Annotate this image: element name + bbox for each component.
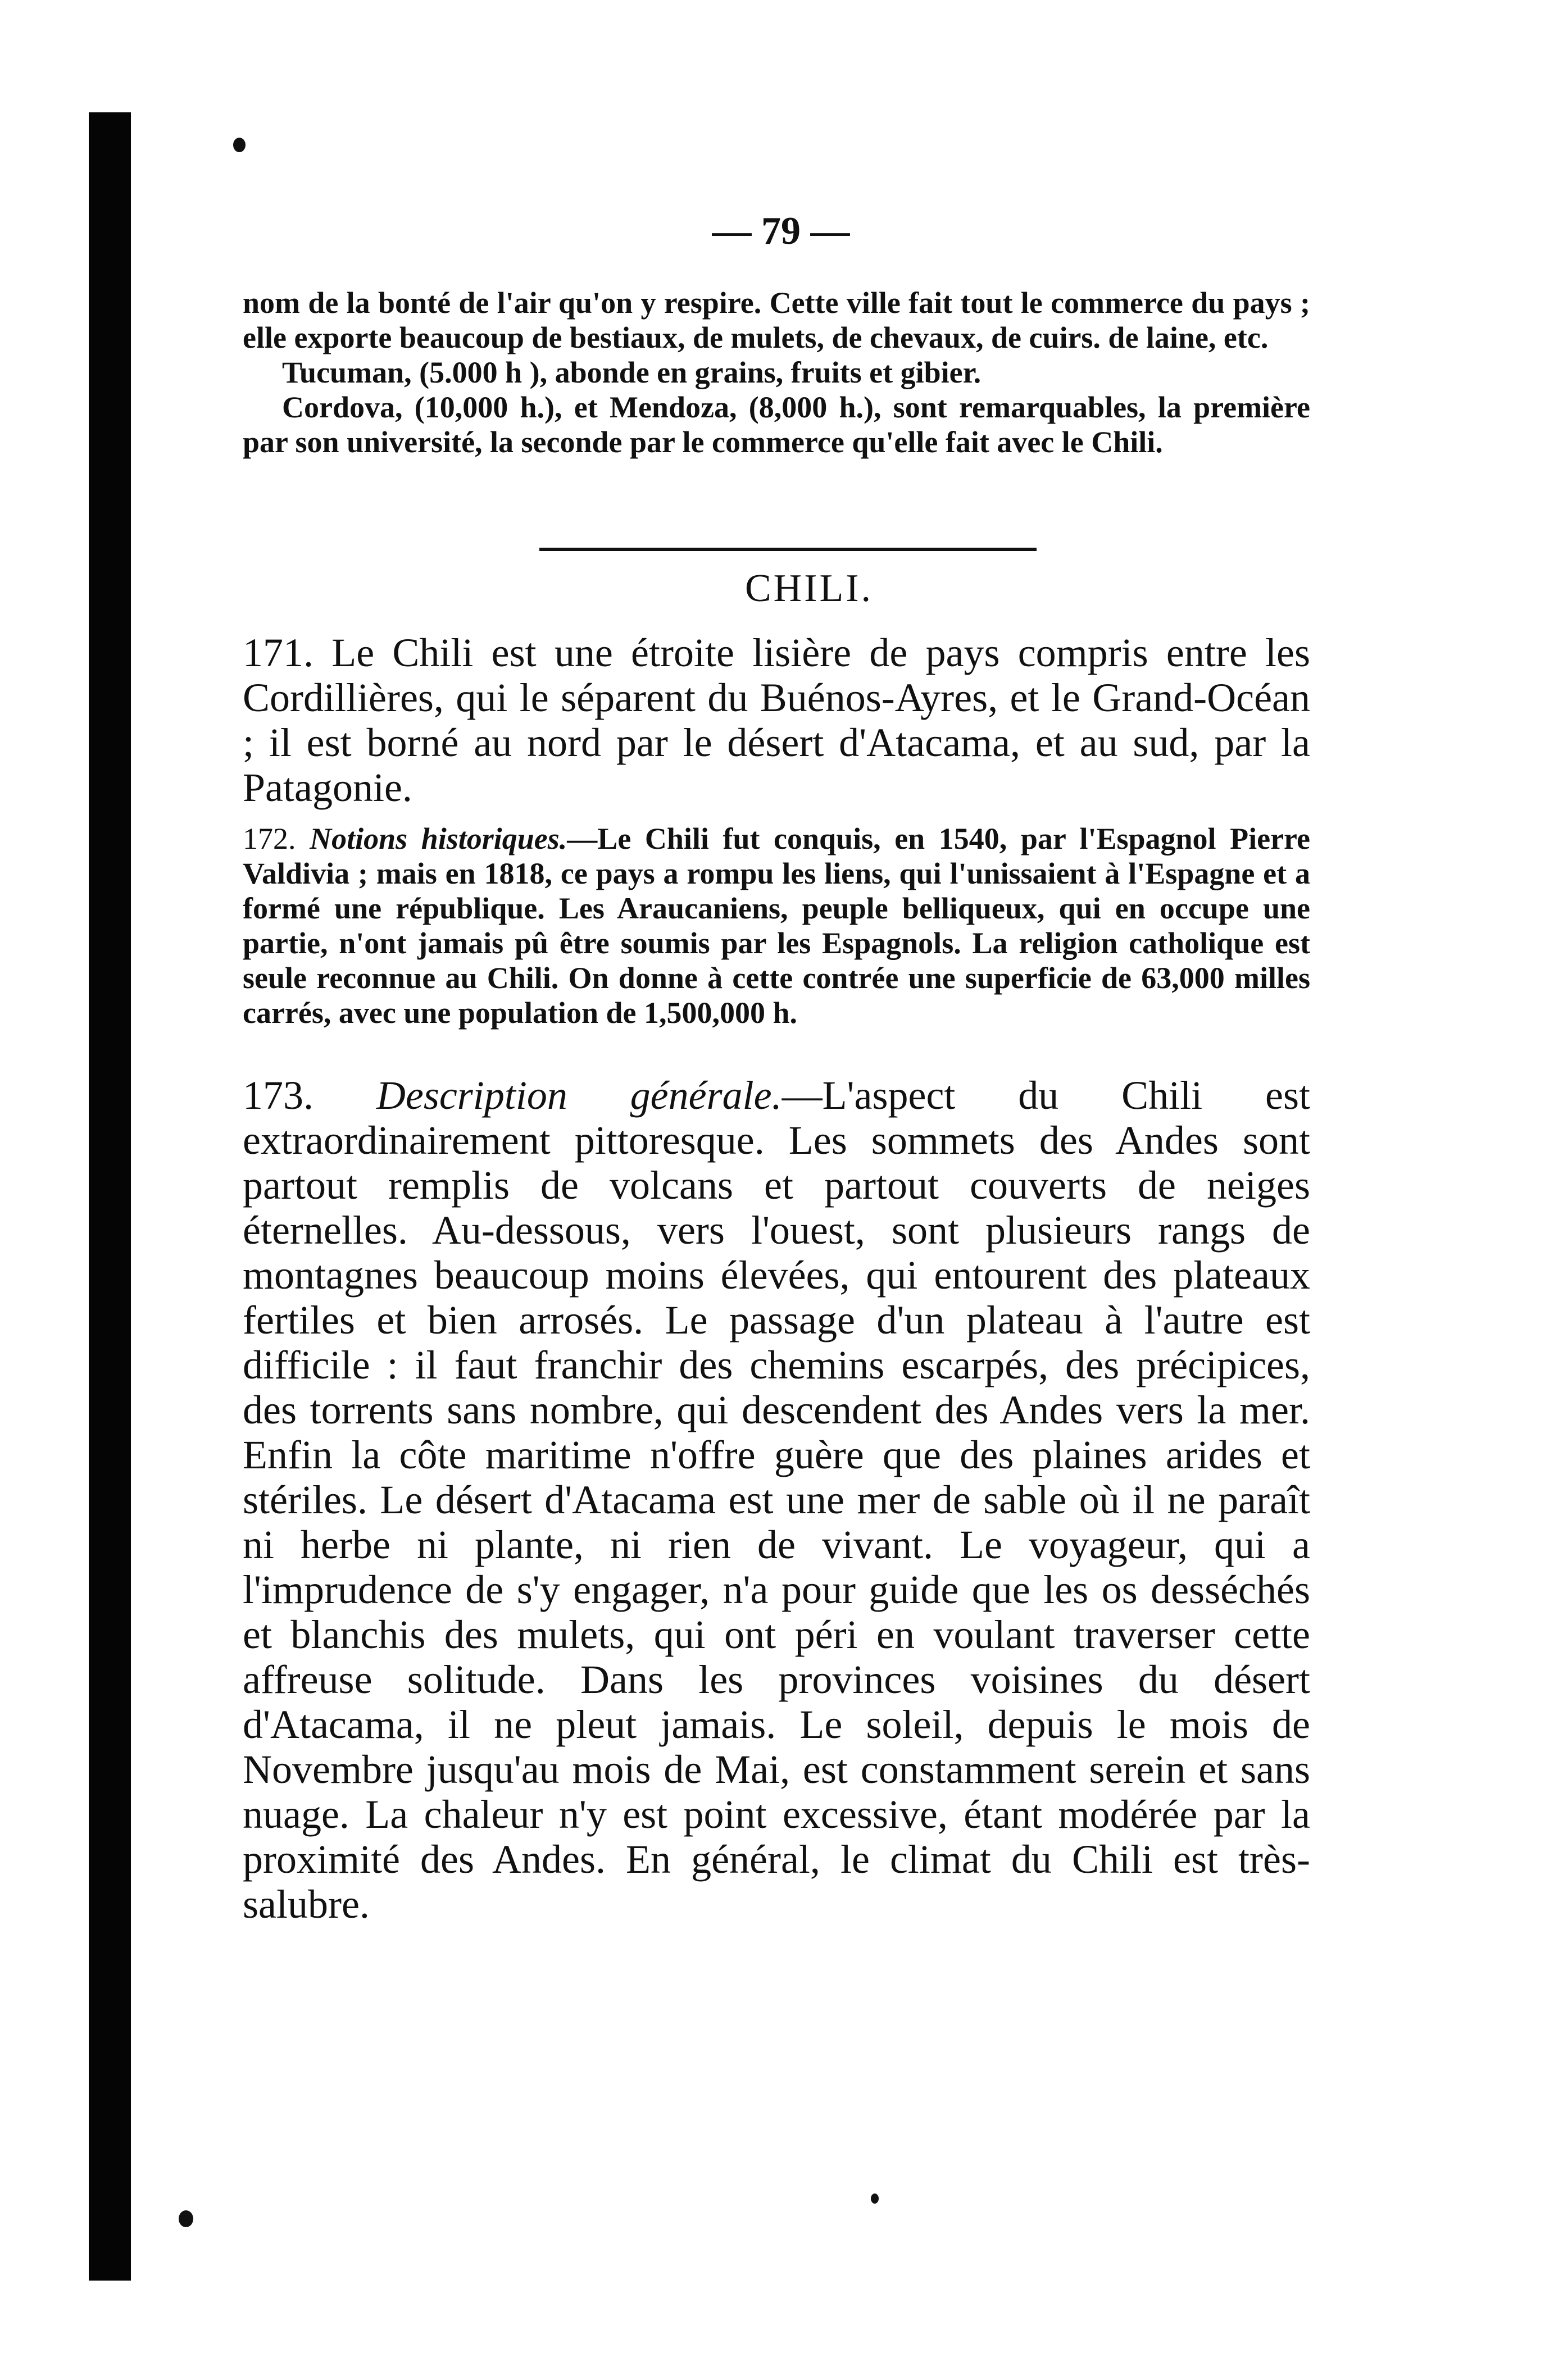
previous-section-text bbox=[243, 285, 1310, 459]
page-binding-edge bbox=[89, 112, 131, 2281]
paragraph-171 bbox=[243, 630, 1310, 810]
text-line: nom de la bonté de l'air qu'on y respire. Cette ville fait tout le commerce du pays ; elle exporte beaucoup de bestiaux, de mulets, de chevaux, de cuirs. de laine, etc. bbox=[243, 286, 1310, 354]
ink-speck bbox=[871, 2194, 879, 2204]
text-line: Cordova, (10,000 h.), et Mendoza, (8,000 h.), sont remarquables, la première par son université, la seconde par le commerce qu'elle fait avec le Chili. bbox=[243, 390, 1310, 459]
paragraph-172 bbox=[243, 821, 1310, 1030]
paragraph-heading: Description générale. bbox=[376, 1073, 782, 1118]
paragraph-text: —L'aspect du Chili est extraordinairement pittoresque. Les sommets des Andes sont partout remplis de volcans et partout couverts de neiges éternelles. Au-dessous, vers l'ouest, sont plusieurs rangs de montagnes beaucoup moins élevées, qui entourent des plateaux fertiles et bien arrosés. Le passage d'un plateau à l'autre est difficile : il faut franchir des chemins escarpés, des précipices, des torrents sans nombre, qui descendent des Andes vers la mer. Enfin la côte maritime n'offre guère que des plaines arides et stériles. Le désert d'Atacama est une mer de sable où il ne paraît ni herbe ni plante, ni rien de vivant. Le voyageur, qui a l'imprudence de s'y engager, n'a pour guide que les os desséchés et blanchis des mulets, qui ont péri en voulant traverser cette affreuse solitude. Dans les provinces voisines du désert d'Atacama, il ne pleut jamais. Le soleil, depuis le mois de Novembre jusqu'au mois de Mai, est constamment serein et sans nuage. La chaleur n'y est point excessive, étant modérée par la proximité des Andes. En général, le climat du Chili est très-salubre. bbox=[243, 1073, 1311, 1927]
paragraph-text: Le Chili est une étroite lisière de pays compris entre les Cordillières, qui le séparent du Buénos-Ayres, et le Grand-Océan ; il est borné au nord par le désert d'Atacama, et au sud, par la Patagonie. bbox=[243, 630, 1310, 810]
section-title: CHILI. bbox=[744, 567, 874, 610]
paragraph-number: 171. bbox=[243, 630, 313, 675]
ink-speck bbox=[233, 138, 246, 152]
page-number: — 79 — bbox=[712, 210, 850, 253]
paragraph-text: —Le Chili fut conquis, en 1540, par l'Espagnol Pierre Valdivia ; mais en 1818, ce pays a rompu les liens, qui l'unissaient à l'Espagne et a formé une république. Les Araucaniens, peuple belliqueux, qui en occupe une partie, n'ont jamais pû être soumis par les Espagnols. La religion catholique est seule reconnue au Chili. On donne à cette contrée une superficie de 63,000 milles carrés, avec une population de 1,500,000 h. bbox=[243, 822, 1311, 1030]
section-divider bbox=[539, 548, 1037, 551]
paragraph-number: 172. bbox=[243, 822, 296, 855]
text-line: Tucuman, (5.000 h ), abonde en grains, fruits et gibier. bbox=[282, 356, 982, 389]
paragraph-number: 173. bbox=[243, 1073, 313, 1118]
paragraph-173 bbox=[243, 1073, 1310, 1927]
paragraph-heading: Notions historiques. bbox=[310, 822, 567, 855]
ink-speck bbox=[179, 2210, 193, 2227]
